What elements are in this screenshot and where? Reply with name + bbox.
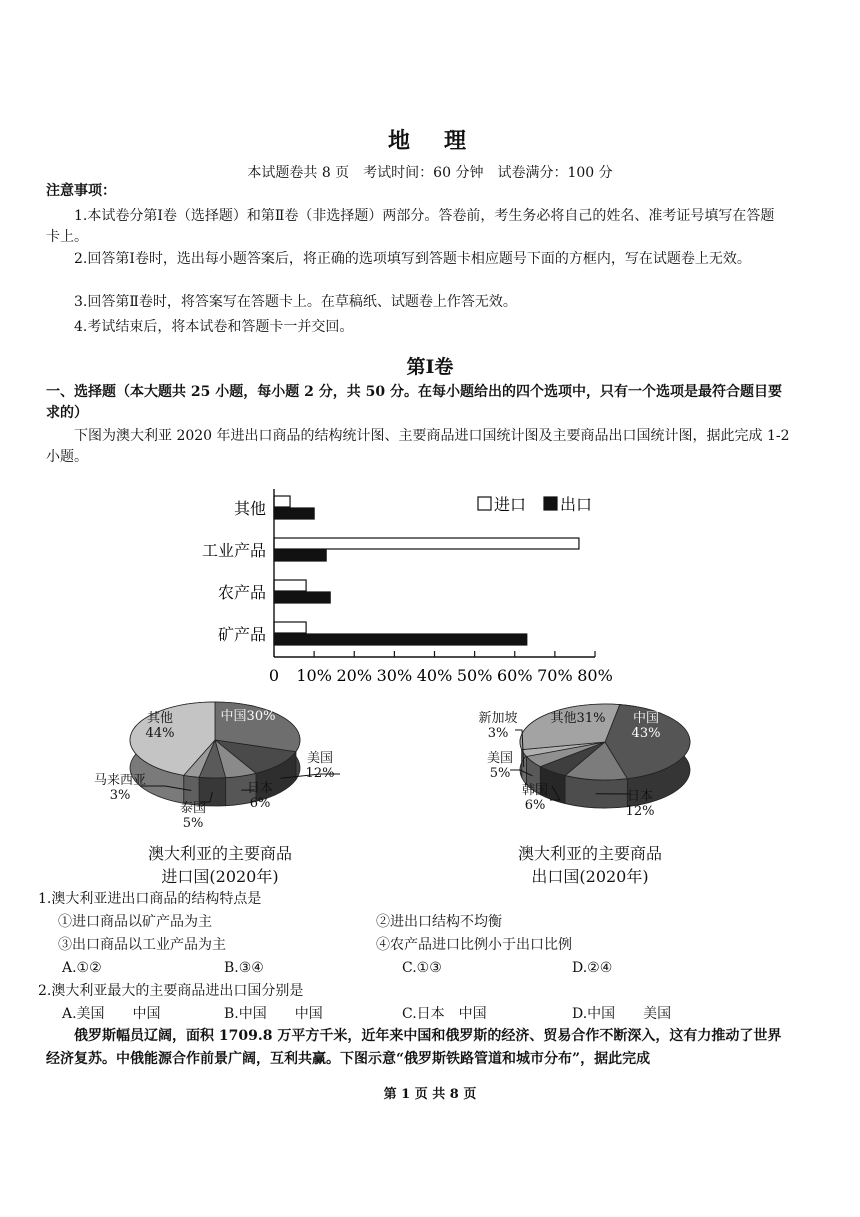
pie-slice-label: 马来西亚 3% [93,773,147,803]
q1-statement-1: ①进口商品以矿产品为主 [58,914,212,930]
question-1-stem: 1.澳大利亚进出口商品的结构特点是 [38,891,262,907]
q2-option-a: A.美国 中国 [62,1006,161,1022]
q1-statement-4: ④农产品进口比例小于出口比例 [376,937,572,953]
bar-category-label: 农产品 [217,583,266,602]
import-bar [274,622,306,633]
export-countries-pie-chart [460,690,720,840]
exam-title: 地 理 [387,128,472,154]
exam-subtitle: 本试题卷共 8 页 考试时间：60 分钟 试卷满分：100 分 [247,165,613,181]
pie-slice-label: 美国 5% [486,751,514,781]
notice-item-4: 4.考试结束后，将本试卷和答题卡一并交回。 [74,319,354,335]
notice-item-2: 2.回答第Ⅰ卷时，选出每小题答案后，将正确的选项填写到答题卡相应题号下面的方框内，写在试题卷上无效。 [74,251,751,267]
pie-slice-label: 美国 12% [305,751,335,781]
chart-intro: 下图为澳大利亚 2020 年进出口商品的结构统计图、主要商品进口国统计图及主要商品出口国统计图，据此完成 1-2 小题。 [46,428,790,465]
legend-export-label: 出口 [560,495,593,514]
legend-export-swatch [544,497,557,510]
export-caption-line-1: 澳大利亚的主要商品 [517,844,662,863]
pie-slice-label: 新加坡 3% [478,711,518,741]
pie-slice-label: 韩国 6% [521,783,549,813]
x-tick-label: 80% [577,666,613,685]
import-bar [274,580,306,591]
q2-option-d: D.中国 美国 [572,1006,672,1022]
pie-slice-label: 中国30% [220,709,276,724]
pie-slice-label: 日本 6% [246,781,274,811]
q1-option-a: A.①② [62,960,102,976]
export-bar [274,550,326,561]
q2-option-c: C.日本 中国 [402,1006,487,1022]
question-2-stem: 2.澳大利亚最大的主要商品进出口国分别是 [38,983,304,999]
legend-import-swatch [478,497,491,510]
q2-option-b: B.中国 中国 [224,1006,323,1022]
passage-russia: 俄罗斯幅员辽阔，面积 1709.8 万平方千米，近年来中国和俄罗斯的经济、贸易合作不断深入，这有力推动了世界经济复苏。中俄能源合作前景广阔，互利共赢。下图示意“俄罗斯铁路管道和城市分布”，据此完成 [46,1028,782,1067]
export-caption-line-2: 出口国(2020年) [531,867,649,886]
part-heading: 一、选择题（本大题共 25 小题，每小题 2 分，共 50 分。在每小题给出的四个选项中，只有一个选项是最符合题目要求的） [46,384,782,421]
x-tick-label: 0 [268,666,280,685]
export-pie-caption [460,842,720,888]
bar-category-label: 矿产品 [217,625,266,644]
x-tick-label: 50% [456,666,493,685]
x-tick-label: 70% [537,666,573,685]
page-footer: 第 1 页 共 8 页 [383,1087,477,1102]
import-pie-caption [90,842,350,888]
notice-heading: 注意事项： [46,183,116,199]
pie-slice-label: 泰国 5% [179,801,207,831]
pie-slice-label: 中国 43% [631,711,661,741]
x-tick-label: 10% [296,666,332,685]
section-title: 第Ⅰ卷 [406,356,454,378]
x-tick-label: 60% [496,666,533,685]
export-bar [274,508,314,519]
bar-category-label: 工业产品 [201,541,266,560]
legend-import-label: 进口 [494,495,527,514]
pie-slice-label: 其他31% [550,711,606,726]
pie-slice-label: 日本 12% [625,789,655,819]
q1-option-b: B.③④ [224,960,264,976]
import-bar [274,538,579,549]
pie-slice-label: 其他 44% [145,711,175,741]
export-bar [274,634,527,645]
bar-category-label: 其他 [233,499,266,518]
import-countries-pie-chart [70,690,360,840]
import-caption-line-1: 澳大利亚的主要商品 [147,844,292,863]
x-tick-label: 40% [416,666,453,685]
q1-option-c: C.①③ [402,960,442,976]
notice-item-3: 3.回答第Ⅱ卷时，将答案写在答题卡上。在草稿纸、试题卷上作答无效。 [74,294,517,310]
x-tick-label: 30% [376,666,413,685]
notice-item-1: 1.本试卷分第Ⅰ卷（选择题）和第Ⅱ卷（非选择题）两部分。答卷前，考生务必将自己的姓名、准考证号填写在答题卡上。 [46,208,775,245]
import-caption-line-2: 进口国(2020年) [161,867,279,886]
pie-slice-side [565,776,627,808]
q1-statement-3: ③出口商品以工业产品为主 [58,937,226,953]
x-tick-label: 20% [336,666,373,685]
import-bar [274,496,290,507]
q1-option-d: D.②④ [572,960,613,976]
trade-structure-bar-chart [190,485,640,695]
export-bar [274,592,330,603]
q1-statement-2: ②进出口结构不均衡 [376,914,502,930]
